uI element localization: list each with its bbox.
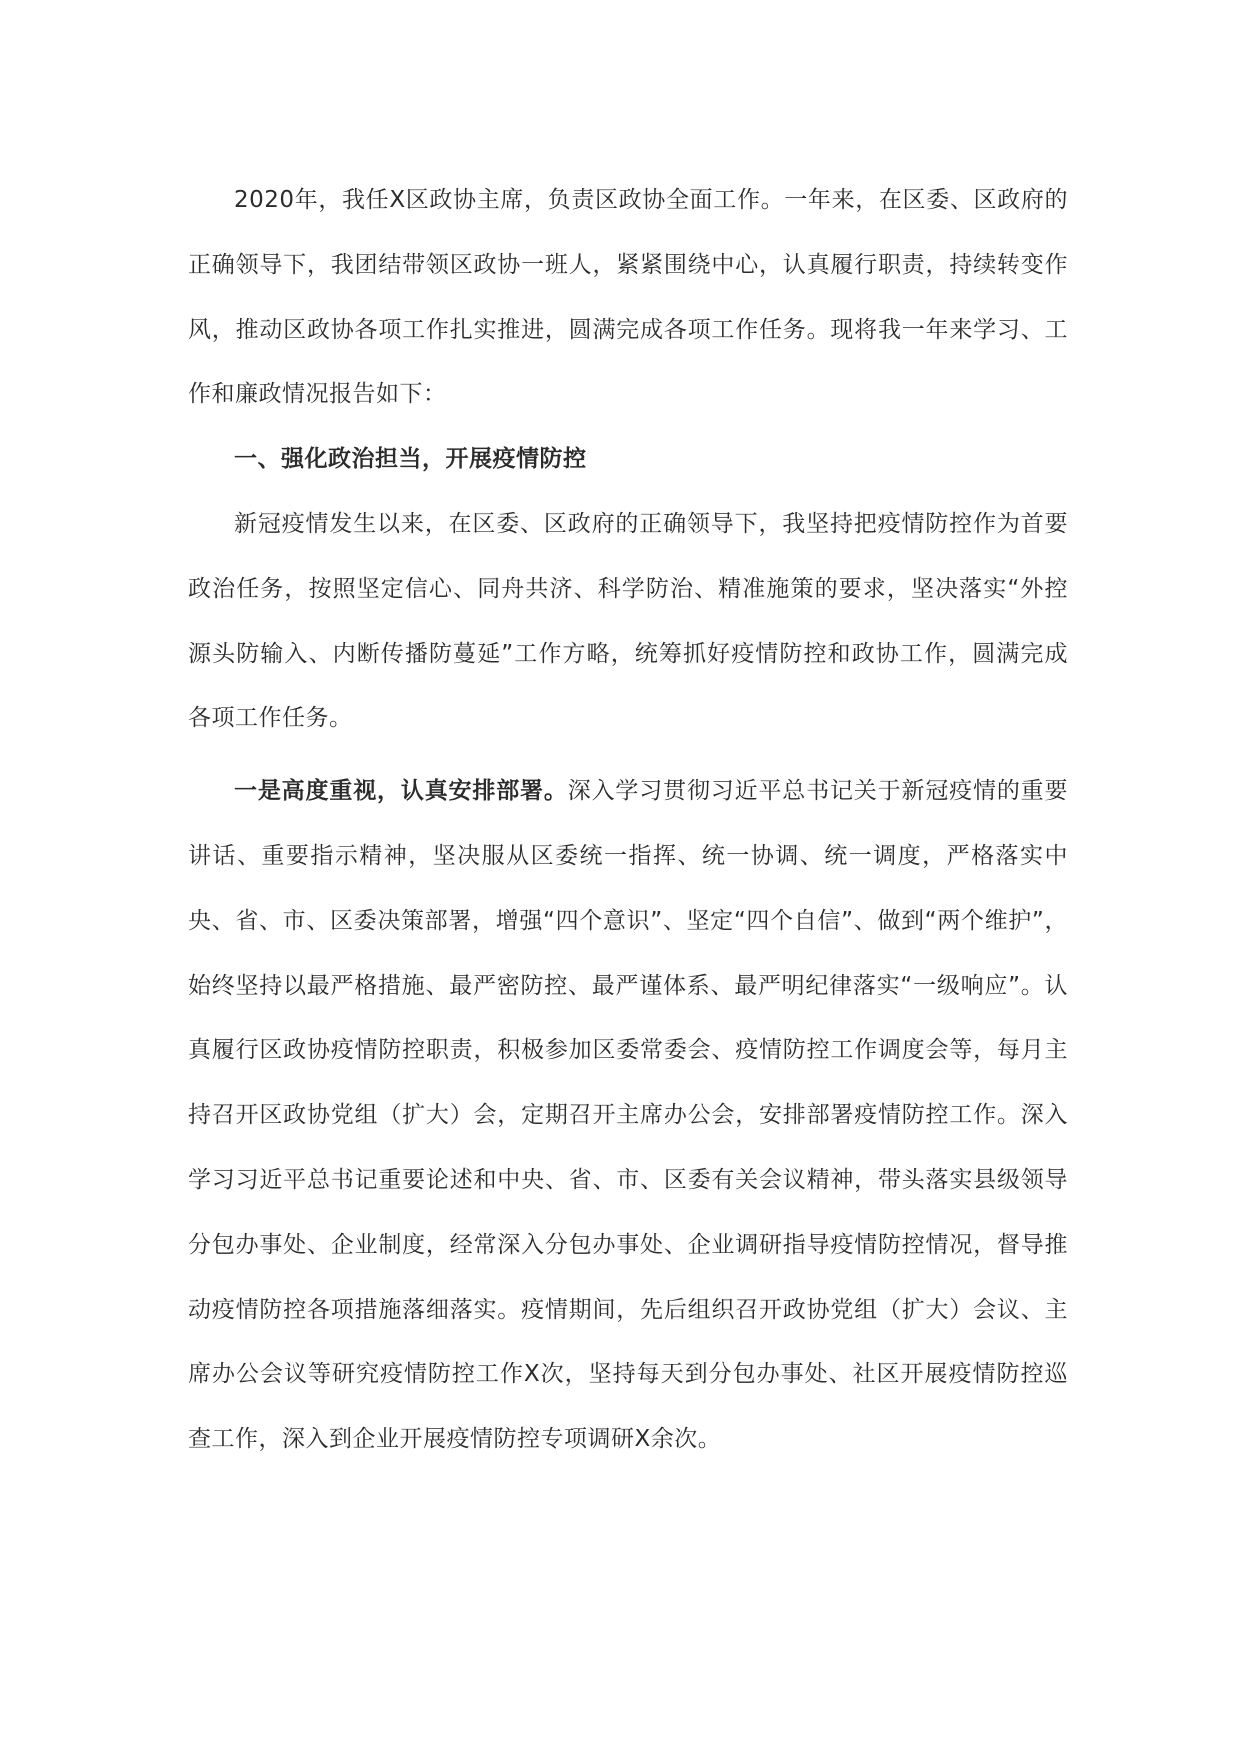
intro-paragraph: 2020年，我任X区政协主席，负责区政协全面工作。一年来，在区委、区政府的正确领导下，我团结带领区政协一班人，紧紧围绕中心，认真履行职责，持续转变作风，推动区政协各项工作扎实推进，圆满完成各项工作任务。现将我一年来学习、工作和廉政情况报告如下：	[188, 187, 1068, 408]
point-body: 深入学习贯彻习近平总书记关于新冠疫情的重要讲话、重要指示精神，坚决服从区委统一指挥、统一协调、统一调度，严格落实中央、省、市、区委决策部署，增强“四个意识”、坚定“四个自信”、做到“两个维护”，始终坚持以最严格措施、最严密防控、最严谨体系、最严明纪律落实“一级响应”。认真履行区政协疫情防控职责，积极参加区委常委会、疫情防控工作调度会等，每月主持召开区政协党组（扩大）会，定期召开主席办公会，安排部署疫情防控工作。深入学习习近平总书记重要论述和中央、省、市、区委有关会议精神，带头落实县级领导分包办事处、企业制度，经常深入分包办事处、企业调研指导疫情防控情况，督导推动疫情防控各项措施落细落实。疫情期间，先后组织召开政协党组（扩大）会议、主席办公会议等研究疫情防控工作X次，坚持每天到分包办事处、社区开展疫情防控巡查工作，深入到企业开展疫情防控专项调研X余次。	[188, 778, 1069, 1453]
point-paragraph	[188, 759, 1068, 1472]
section-heading: 一、强化政治担当，开展疫情防控	[234, 446, 587, 473]
document-body	[188, 168, 1068, 1472]
point-lead: 一是高度重视，认真安排部署。	[234, 778, 568, 805]
section-paragraph: 新冠疫情发生以来，在区委、区政府的正确领导下，我坚持把疫情防控作为首要政治任务，按照坚定信心、同舟共济、科学防治、精准施策的要求，坚决落实“外控源头防输入、内断传播防蔓延”工作方略，统筹抓好疫情防控和政协工作，圆满完成各项工作任务。	[188, 510, 1068, 732]
